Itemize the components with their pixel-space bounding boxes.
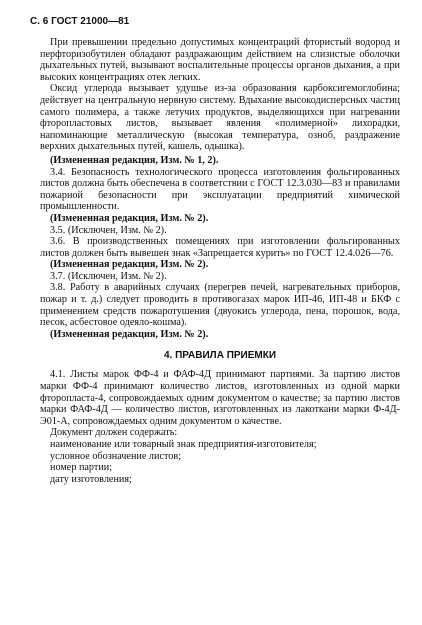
- document-requirements-intro: Документ должен содержать:: [50, 427, 178, 439]
- revision-note: (Измененная редакция, Изм. № 2).: [50, 259, 209, 271]
- page-header: С. 6 ГОСТ 21000—81: [30, 16, 130, 27]
- paragraph-3-8: 3.8. Работу в аварийных случаях (перегрев печей, нагревательных приборов, пожар и т. д.) следует проводить в противогазах марок ИП-46, ИП-48 и БКФ с применением средств пожаротушения (двуокись углерода, пена, порошок, вода, песок, асбестовое одеяло-кошма).: [40, 282, 400, 329]
- paragraph-3-6: 3.6. В производственных помещениях при изготовлении фольгированных листов должен быть вывешен знак «Запрещается курить» по ГОСТ 12.4.026—76.: [40, 236, 400, 259]
- requirement-item: условное обозначение листов;: [50, 450, 182, 462]
- revision-note: (Измененная редакция, Изм. № 2).: [50, 212, 209, 224]
- paragraph-3-4: 3.4. Безопасность технологического процесса изготовления фольгированных листов должна быть обеспечена в соответствии с ГОСТ 12.3.030—83 и правилами пожарной безопасности при эксплуатации предприятий химической промышленности.: [40, 166, 400, 213]
- revision-note: (Измененная редакция, Изм. № 2).: [50, 328, 209, 340]
- paragraph-3-5: 3.5. (Исключен, Изм. № 2).: [50, 224, 167, 236]
- paragraph-4-1: 4.1. Листы марок ФФ-4 и ФАФ-4Д принимают партиями. За партию листов марки ФФ-4 принимают количество листов, изготовленных из одной марки фторопласта-4, сопровождаемых одним документом о качестве; за партию листов марки ФАФ-4Д — количество листов, изготовленных из лакоткани марки Ф-4Д-Э01-А, сопровождаемых одним документом о качестве.: [40, 369, 400, 427]
- requirement-item: дату изготовления;: [50, 473, 132, 485]
- section-title: 4. ПРАВИЛА ПРИЕМКИ: [163, 350, 277, 362]
- paragraph-3-7: 3.7. (Исключен, Изм. № 2).: [50, 270, 167, 282]
- paragraph: Оксид углерода вызывает удушье из-за образования карбоксигемоглобина; действует на центральную нервную систему. Вдыхание высокодисперсных частиц самого полимера, а также летучих продуктов, выделяющихся при нагревании фторопластовых листов, вызывает явления «полимерной» лихорадки, напоминающие металлическую (высокая температура, озноб, раздражение верхних дыхательных путей, кашель, одышка).: [40, 83, 400, 153]
- requirement-item: наименование или товарный знак предприятия-изготовителя;: [50, 439, 317, 450]
- paragraph: При превышении предельно допустимых концентраций фтористый водород и перфторизобутилен обладают раздражающим действием на слизистые оболочки дыхательных путей, вызывают воспалительные процессы органов дыхания, а при высоких концентрациях отек легких.: [40, 37, 400, 83]
- revision-note: (Измененная редакция, Изм. № 1, 2).: [50, 154, 219, 166]
- requirement-item: номер партии;: [50, 462, 113, 474]
